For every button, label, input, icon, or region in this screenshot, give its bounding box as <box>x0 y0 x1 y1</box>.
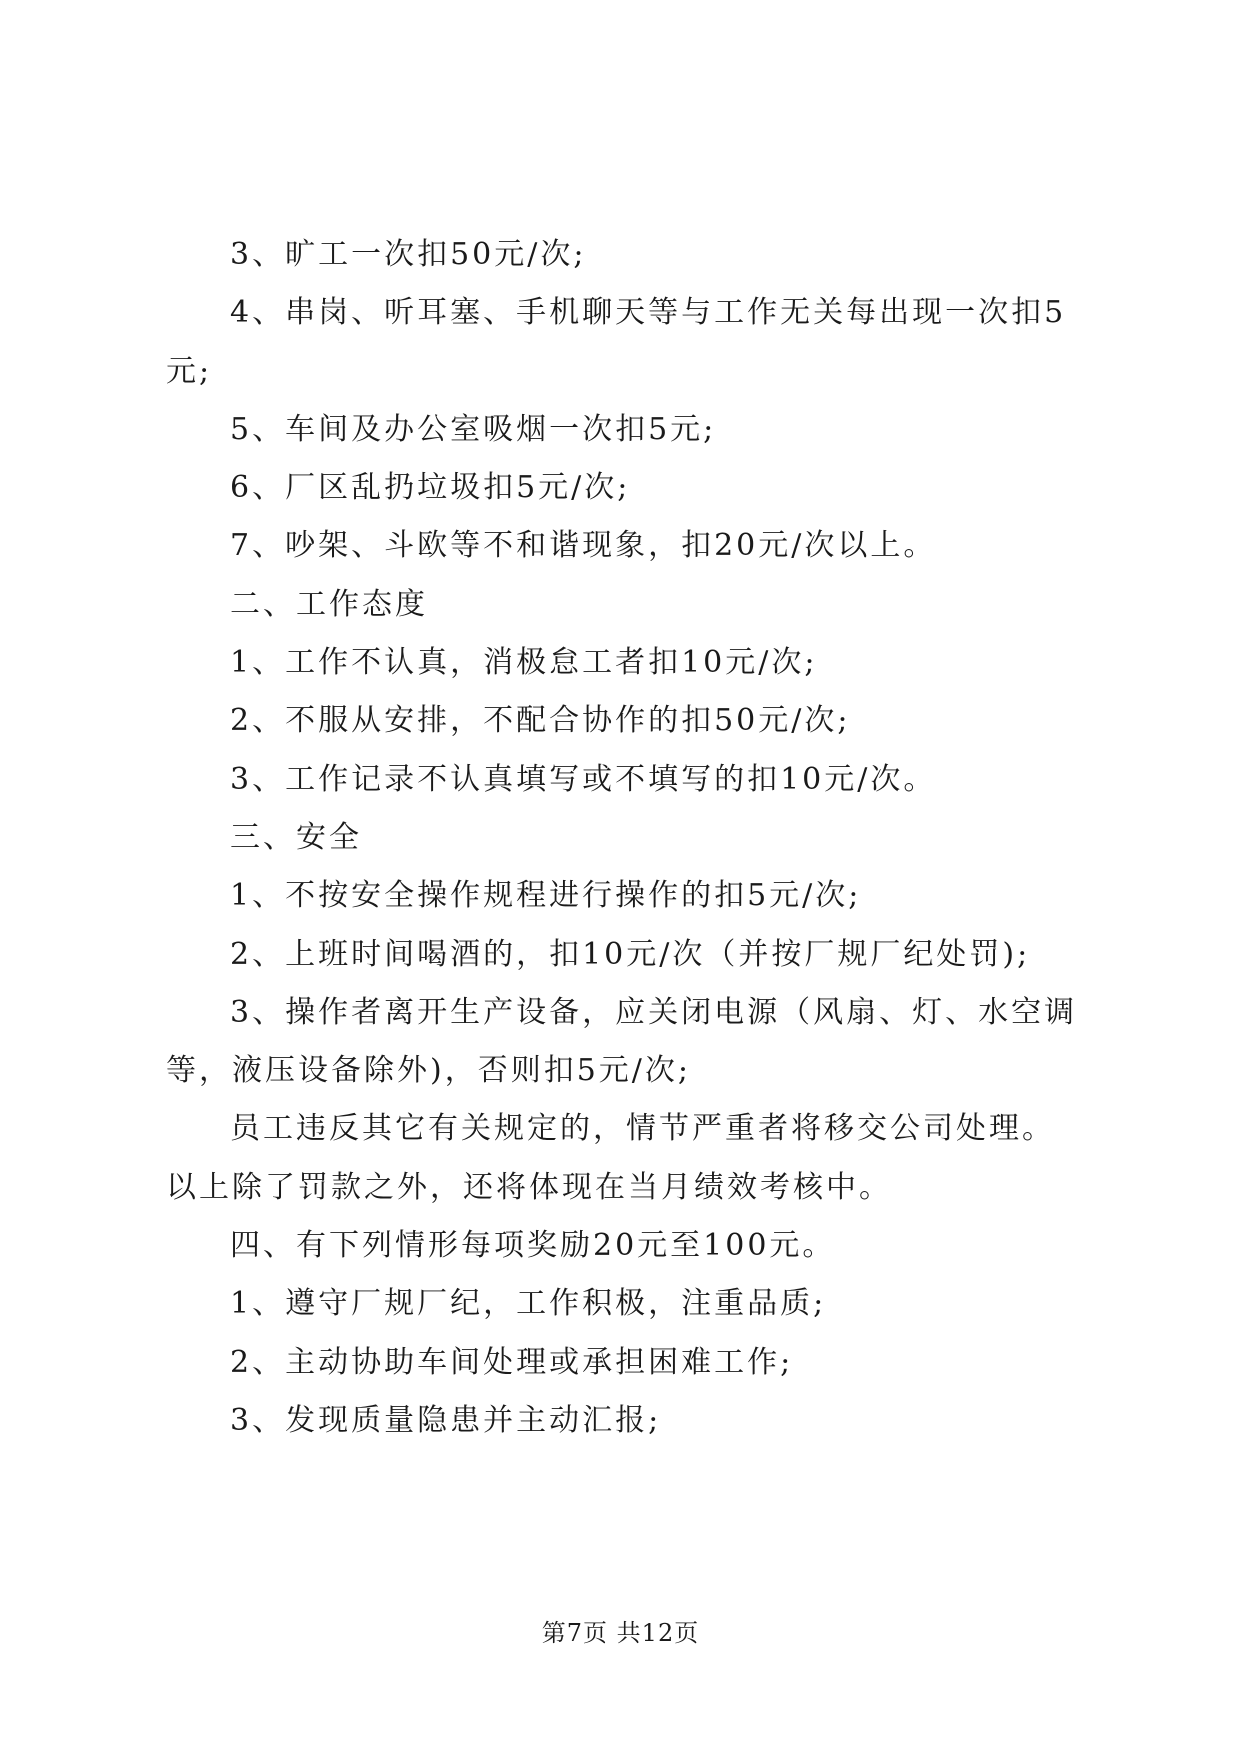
paragraph: 4、串岗、听耳塞、手机聊天等与工作无关每出现一次扣5元; <box>166 295 1067 389</box>
paragraph: 2、上班时间喝酒的，扣10元/次（并按厂规厂纪处罚); <box>230 936 1031 972</box>
paragraph: 3、发现质量隐患并主动汇报; <box>230 1402 662 1438</box>
paragraph: 3、旷工一次扣50元/次; <box>230 237 587 272</box>
paragraph: 1、工作不认真，消极怠工者扣10元/次; <box>230 645 818 681</box>
paragraph: 5、车间及办公室吸烟一次扣5元; <box>230 411 717 447</box>
paragraph: 6、厂区乱扔垃圾扣5元/次; <box>230 470 631 506</box>
paragraph: 1、不按安全操作规程进行操作的扣5元/次; <box>230 878 862 914</box>
section-heading: 三、安全 <box>230 819 362 855</box>
paragraph: 员工违反其它有关规定的，情节严重者将移交公司处理。以上除了罚款之外，还将体现在当月绩效考核中。 <box>166 1111 1055 1205</box>
section-heading: 二、工作态度 <box>230 586 428 622</box>
paragraph: 7、吵架、斗欧等不和谐现象，扣20元/次以上。 <box>230 528 937 564</box>
paragraph: 3、工作记录不认真填写或不填写的扣10元/次。 <box>230 761 937 797</box>
paragraph: 3、操作者离开生产设备，应关闭电源（风扇、灯、水空调等，液压设备除外)，否则扣5元/次; <box>166 994 1078 1089</box>
page-footer: 第7页 共12页 <box>541 1619 700 1647</box>
paragraph: 1、遵守厂规厂纪，工作积极，注重品质; <box>230 1286 827 1322</box>
paragraph: 2、不服从安排，不配合协作的扣50元/次; <box>230 703 851 739</box>
document-body <box>166 226 1078 1450</box>
section-heading: 四、有下列情形每项奖励20元至100元。 <box>230 1228 836 1264</box>
paragraph: 2、主动协助车间处理或承担困难工作; <box>230 1344 794 1380</box>
